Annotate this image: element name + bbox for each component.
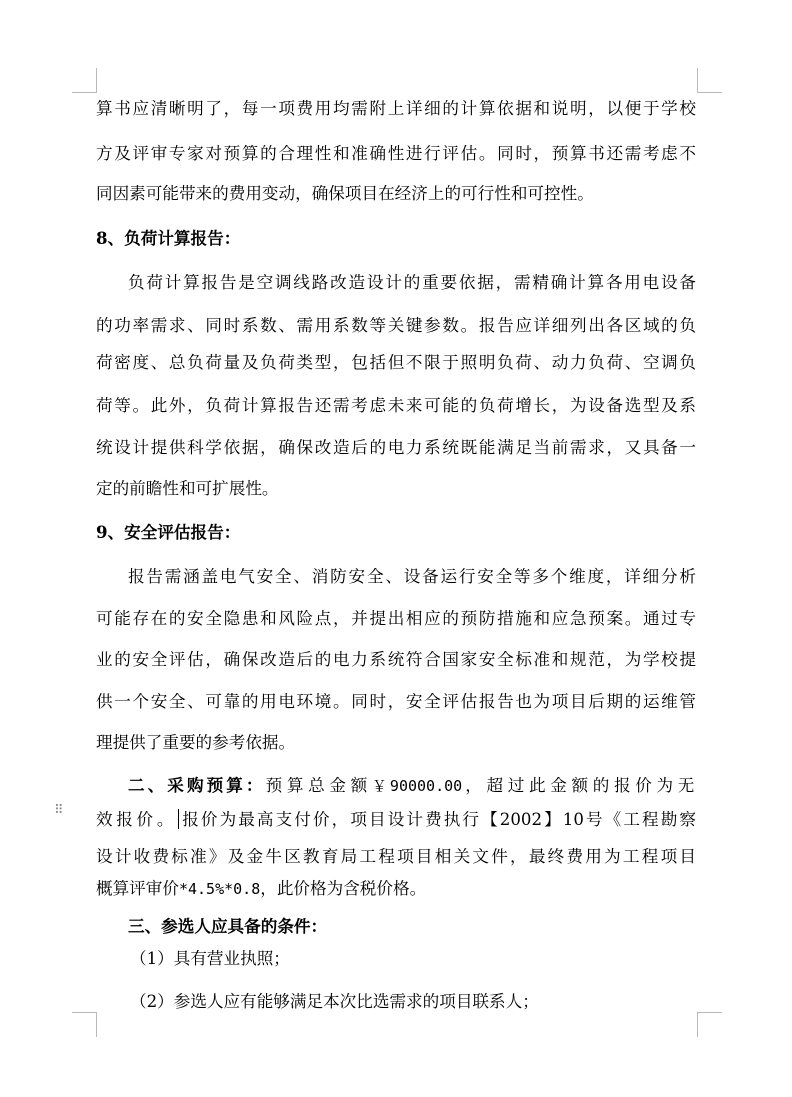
body-line: 报告需涵盖电气安全、消防安全、设备运行安全等多个维度，详细分析 xyxy=(128,567,696,586)
body-line: 统设计提供科学依据，确保改造后的电力系统既能满足当前需求，又具备一 xyxy=(96,438,696,457)
budget-line xyxy=(96,877,696,901)
budget-text: 报价为最高支付价，项目设计费执行【2002】10号《工程勘察 xyxy=(180,810,696,829)
body-line: 同因素可能带来的费用变动，确保项目在经济上的可行性和可控性。 xyxy=(96,184,594,203)
budget-text: ，超过此金额的报价为无 xyxy=(462,776,696,795)
section-heading-conditions: 三、参选人应具备的条件： xyxy=(128,916,328,936)
list-item: （2）参选人应有能够满足本次比选需求的项目联系人； xyxy=(130,992,539,1011)
budget-text: 预算总金额 xyxy=(265,776,372,795)
body-line: 供一个安全、可靠的用电环境。同时，安全评估报告也为项目后期的运维管 xyxy=(96,692,696,711)
page-corner-top-right xyxy=(697,68,722,93)
budget-line xyxy=(128,773,696,797)
body-line: 算书应清晰明了，每一项费用均需附上详细的计算依据和说明，以便于学校 xyxy=(96,99,696,118)
budget-formula: *4.5%*0.8 xyxy=(178,880,261,898)
body-line: 荷密度、总负荷量及负荷类型，包括但不限于照明负荷、动力负荷、空调负 xyxy=(96,353,696,372)
budget-line xyxy=(96,808,696,832)
body-line: 负荷计算报告是空调线路改造设计的重要依据，需精确计算各用电设备 xyxy=(128,273,696,292)
budget-text: 效报价。 xyxy=(96,810,178,829)
budget-amount: ￥90000.00 xyxy=(371,777,463,795)
section-heading-safety: 9、安全评估报告： xyxy=(96,522,241,542)
page-corner-top-left xyxy=(72,68,97,93)
drag-handle-icon[interactable]: ⠿ xyxy=(54,803,65,818)
body-line: 可能存在的安全隐患和风险点，并提出相应的预防措施和应急预案。通过专 xyxy=(96,609,696,628)
budget-line: 设计收费标准》及金牛区教育局工程项目相关文件，最终费用为工程项目 xyxy=(96,847,696,866)
budget-label: 二、采购预算： xyxy=(128,775,266,795)
budget-text: 概算评审价 xyxy=(96,879,179,898)
section-heading-load-calc: 8、负荷计算报告： xyxy=(96,228,241,248)
page-corner-bottom-right xyxy=(697,1012,722,1037)
page-corner-bottom-left xyxy=(72,1012,97,1037)
body-line: 的功率需求、同时系数、需用系数等关键参数。报告应详细列出各区域的负 xyxy=(96,316,696,335)
body-line: 定的前瞻性和可扩展性。 xyxy=(96,479,279,498)
body-line: 荷等。此外，负荷计算报告还需考虑未来可能的负荷增长，为设备选型及系 xyxy=(96,396,696,415)
text-cursor xyxy=(178,809,179,829)
body-line: 业的安全评估，确保改造后的电力系统符合国家安全标准和规范，为学校提 xyxy=(96,650,696,669)
budget-text: ，此价格为含税价格。 xyxy=(260,879,427,898)
body-line: 理提供了重要的参考依据。 xyxy=(96,733,296,752)
body-line: 方及评审专家对预算的合理性和准确性进行评估。同时，预算书还需考虑不 xyxy=(96,144,696,163)
list-item: （1）具有营业执照； xyxy=(130,949,290,968)
